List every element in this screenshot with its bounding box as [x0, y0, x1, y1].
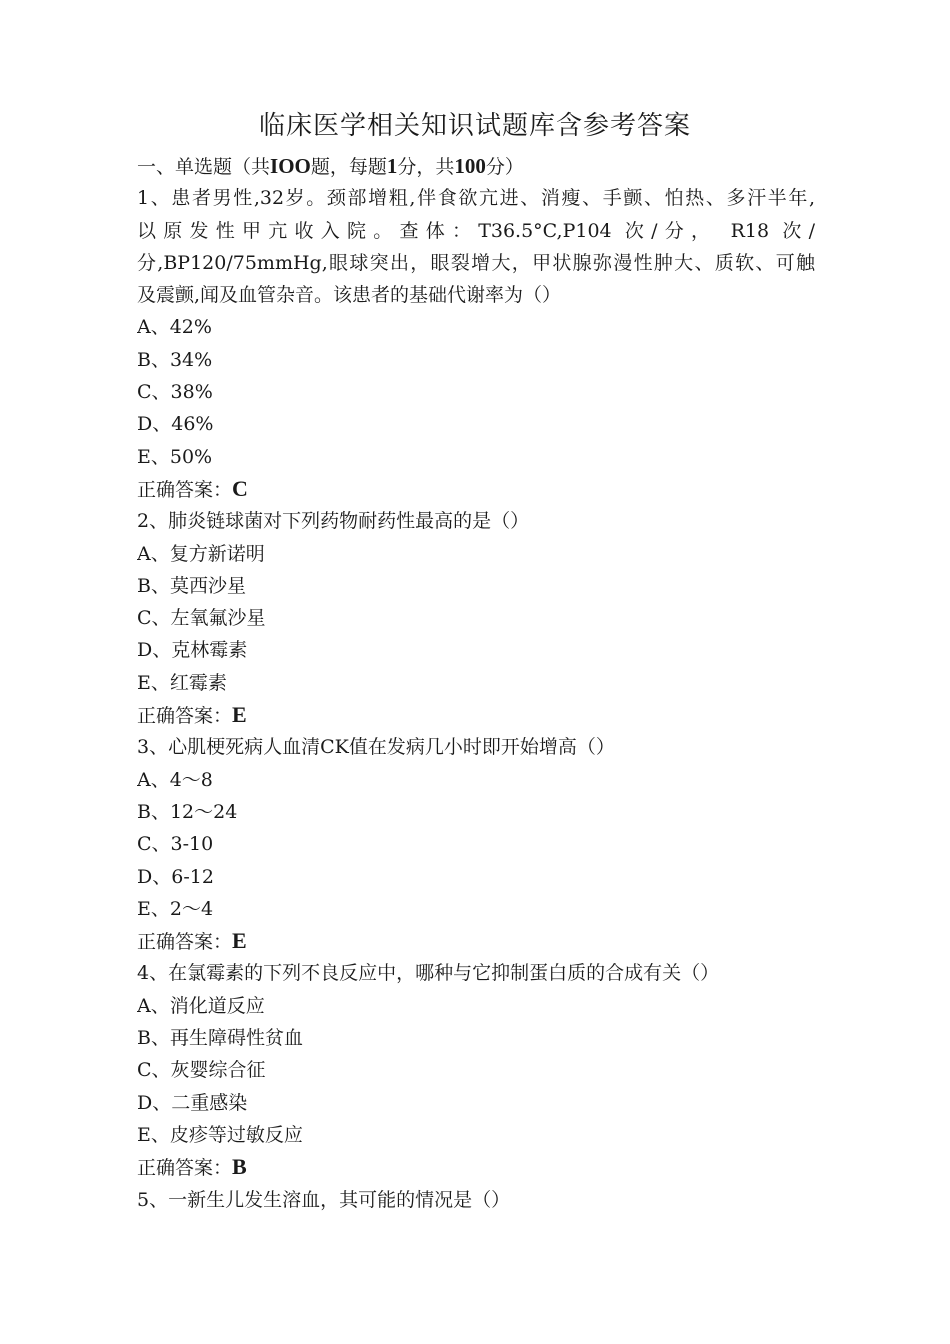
section-prefix: 一、单选题（共 [137, 156, 271, 178]
section-suffix: 分） [485, 156, 524, 178]
answer-value: E [232, 928, 247, 954]
option-d: D、6-12 [137, 865, 214, 888]
section-count: IOO [270, 154, 311, 178]
answer-line [137, 473, 815, 505]
question-1 [137, 182, 815, 505]
option-c: C、左氧氟沙星 [137, 607, 266, 630]
option-a: A、消化道反应 [137, 994, 265, 1017]
question-stem-line: 4、在氯霉素的下列不良反应中，哪种与它抑制蛋白质的合成有关（） [137, 962, 720, 985]
option-a: A、复方新诺明 [137, 542, 265, 565]
section-mid2: 分，共 [397, 156, 455, 178]
document-title: 临床医学相关知识试题库含参考答案 [258, 111, 691, 141]
question-stem-line: 及震颤,闻及血管杂音。该患者的基础代谢率为（） [137, 284, 562, 307]
option-d: D、46% [137, 413, 214, 436]
option-e: E、50% [137, 445, 213, 468]
option-e: E、皮疹等过敏反应 [137, 1123, 303, 1146]
option-c: C、38% [137, 381, 213, 404]
answer-label: 正确答案： [137, 931, 233, 954]
answer-value: B [232, 1154, 247, 1180]
question-stem-line: 2、肺炎链球菌对下列药物耐药性最高的是（） [137, 510, 530, 533]
answer-label: 正确答案： [137, 1157, 233, 1180]
option-b: B、12〜24 [137, 800, 238, 823]
section-points: 1 [386, 154, 398, 178]
question-stem-line: 1、患者男性,32岁。颈部增粗,伴食欲亢进、消瘦、手颤、怕热、多汗半年, [137, 187, 815, 210]
answer-line [137, 699, 815, 731]
answer-label: 正确答案： [137, 705, 233, 728]
question-stem-line: 3、心肌梗死病人血清CK值在发病几小时即开始增高（） [137, 736, 615, 759]
question-stem-line: 以原发性甲亢收入院。查体：T36.5°C,P104 次/分， R18 次/ [137, 219, 815, 242]
question-4 [137, 957, 815, 1183]
section-total: 100 [454, 154, 486, 178]
answer-line [137, 1151, 815, 1183]
question-stem-line: 分,BP120/75mmHg,眼球突出，眼裂增大，甲状腺弥漫性肿大、质软、可触 [137, 251, 815, 274]
section-mid: 题，每题 [310, 156, 387, 178]
question-2 [137, 505, 815, 731]
option-e: E、2〜4 [137, 897, 214, 920]
answer-label: 正确答案： [137, 478, 233, 501]
option-b: B、莫西沙星 [137, 574, 246, 597]
option-a: A、42% [137, 316, 212, 339]
option-b: B、再生障碍性贫血 [137, 1027, 303, 1050]
document-body [137, 150, 815, 1216]
option-d: D、克林霉素 [137, 639, 248, 662]
question-5 [137, 1184, 815, 1216]
answer-value: C [232, 475, 248, 501]
option-e: E、红霉素 [137, 671, 227, 694]
option-c: C、3-10 [137, 833, 214, 856]
answer-line [137, 925, 815, 957]
section-heading [137, 150, 815, 182]
option-a: A、4〜8 [137, 768, 213, 791]
question-stem-line: 5、一新生儿发生溶血，其可能的情况是（） [137, 1188, 511, 1211]
option-b: B、34% [137, 348, 213, 371]
option-d: D、二重感染 [137, 1091, 248, 1114]
question-3 [137, 731, 815, 957]
option-c: C、灰婴综合征 [137, 1059, 266, 1082]
answer-value: E [232, 702, 247, 728]
